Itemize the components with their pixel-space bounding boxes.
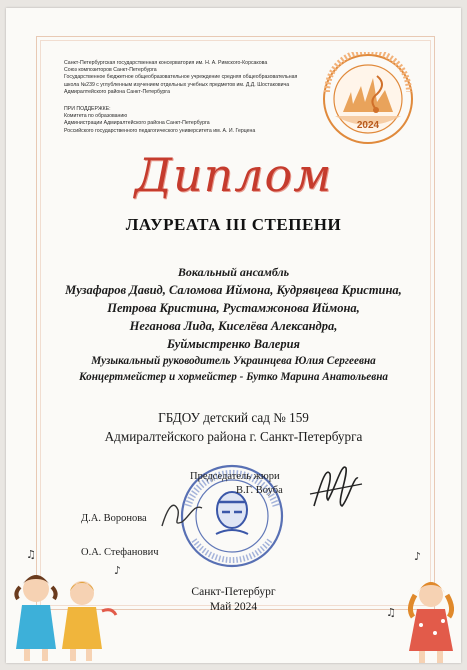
emblem-year: 2024	[356, 120, 380, 131]
support-line: Комитета по образованию	[64, 113, 128, 120]
diploma-title: Диплом	[134, 148, 333, 202]
singing-children-illustration	[6, 553, 126, 663]
music-note-icon: ♪	[114, 564, 122, 577]
ensemble-block	[6, 263, 461, 385]
support-line: Российского государственного педагогического университета им. А. И. Герцена	[64, 127, 256, 134]
music-note-icon: ♫	[26, 548, 36, 561]
leader-line: Музыкальный руководитель Украинцева Юлия Сергеевна	[91, 355, 376, 367]
member-line: Неганова Лида, Киселёва Александра,	[129, 319, 338, 333]
member-line: Буймыстренко Валерия	[167, 337, 300, 351]
music-note-icon: ♪	[414, 550, 422, 563]
chairman-signature	[306, 456, 366, 514]
organizer-line: Адмиралтейского района Санкт-Петербурга	[64, 88, 170, 95]
support-block	[64, 106, 334, 135]
ensemble-type: Вокальный ансамбль	[177, 265, 290, 279]
institution-line: Адмиралтейского района г. Санкт-Петербурга	[104, 429, 363, 444]
signatory-name: О.А. Стефанович	[81, 547, 159, 558]
organizer-line: Государственное бюджетное общеобразовательное учреждение средняя общеобразовательная	[64, 74, 298, 81]
diploma-sheet	[6, 8, 461, 663]
award-degree: ЛАУРЕАТА III СТЕПЕНИ	[125, 215, 342, 234]
festival-emblem	[321, 52, 415, 146]
support-line: Администрации Адмиралтейского района Санкт-Петербурга	[64, 120, 210, 127]
organizer-line: Союз композиторов Санкт-Петербурга	[64, 67, 157, 74]
date: Май 2024	[209, 601, 258, 613]
organizer-line: школа №239 с углубленным изучением отдельных учебных предметов им. Д.Д. Шостаковича	[64, 81, 290, 88]
member-line: Музафаров Давид, Саломова Иймона, Кудрявцева Кристина,	[65, 283, 402, 297]
signatory-name: Д.А. Воронова	[81, 513, 147, 524]
jury-role: Председатель жюри	[190, 471, 280, 482]
organizer-line: Санкт-Петербургская государственная консерватория им. Н. А. Римского-Корсакова	[64, 60, 268, 66]
support-title: ПРИ ПОДДЕРЖКЕ:	[64, 106, 111, 112]
institution-line: ГБДОУ детский сад № 159	[158, 410, 309, 425]
jury-block	[190, 470, 283, 498]
place: Санкт-Петербург	[191, 586, 276, 598]
member-line: Петрова Кристина, Рустамжонова Иймона,	[107, 301, 360, 315]
organizers-block	[64, 60, 334, 96]
voronova-signature	[158, 496, 208, 536]
music-note-icon: ♫	[386, 606, 396, 619]
jury-name: В.Г. Воуба	[236, 485, 283, 496]
institution-block	[6, 408, 461, 446]
girl-illustration	[391, 553, 461, 663]
leader-line: Концертмейстер и хормейстер - Бутко Марина Анатольевна	[78, 371, 389, 383]
